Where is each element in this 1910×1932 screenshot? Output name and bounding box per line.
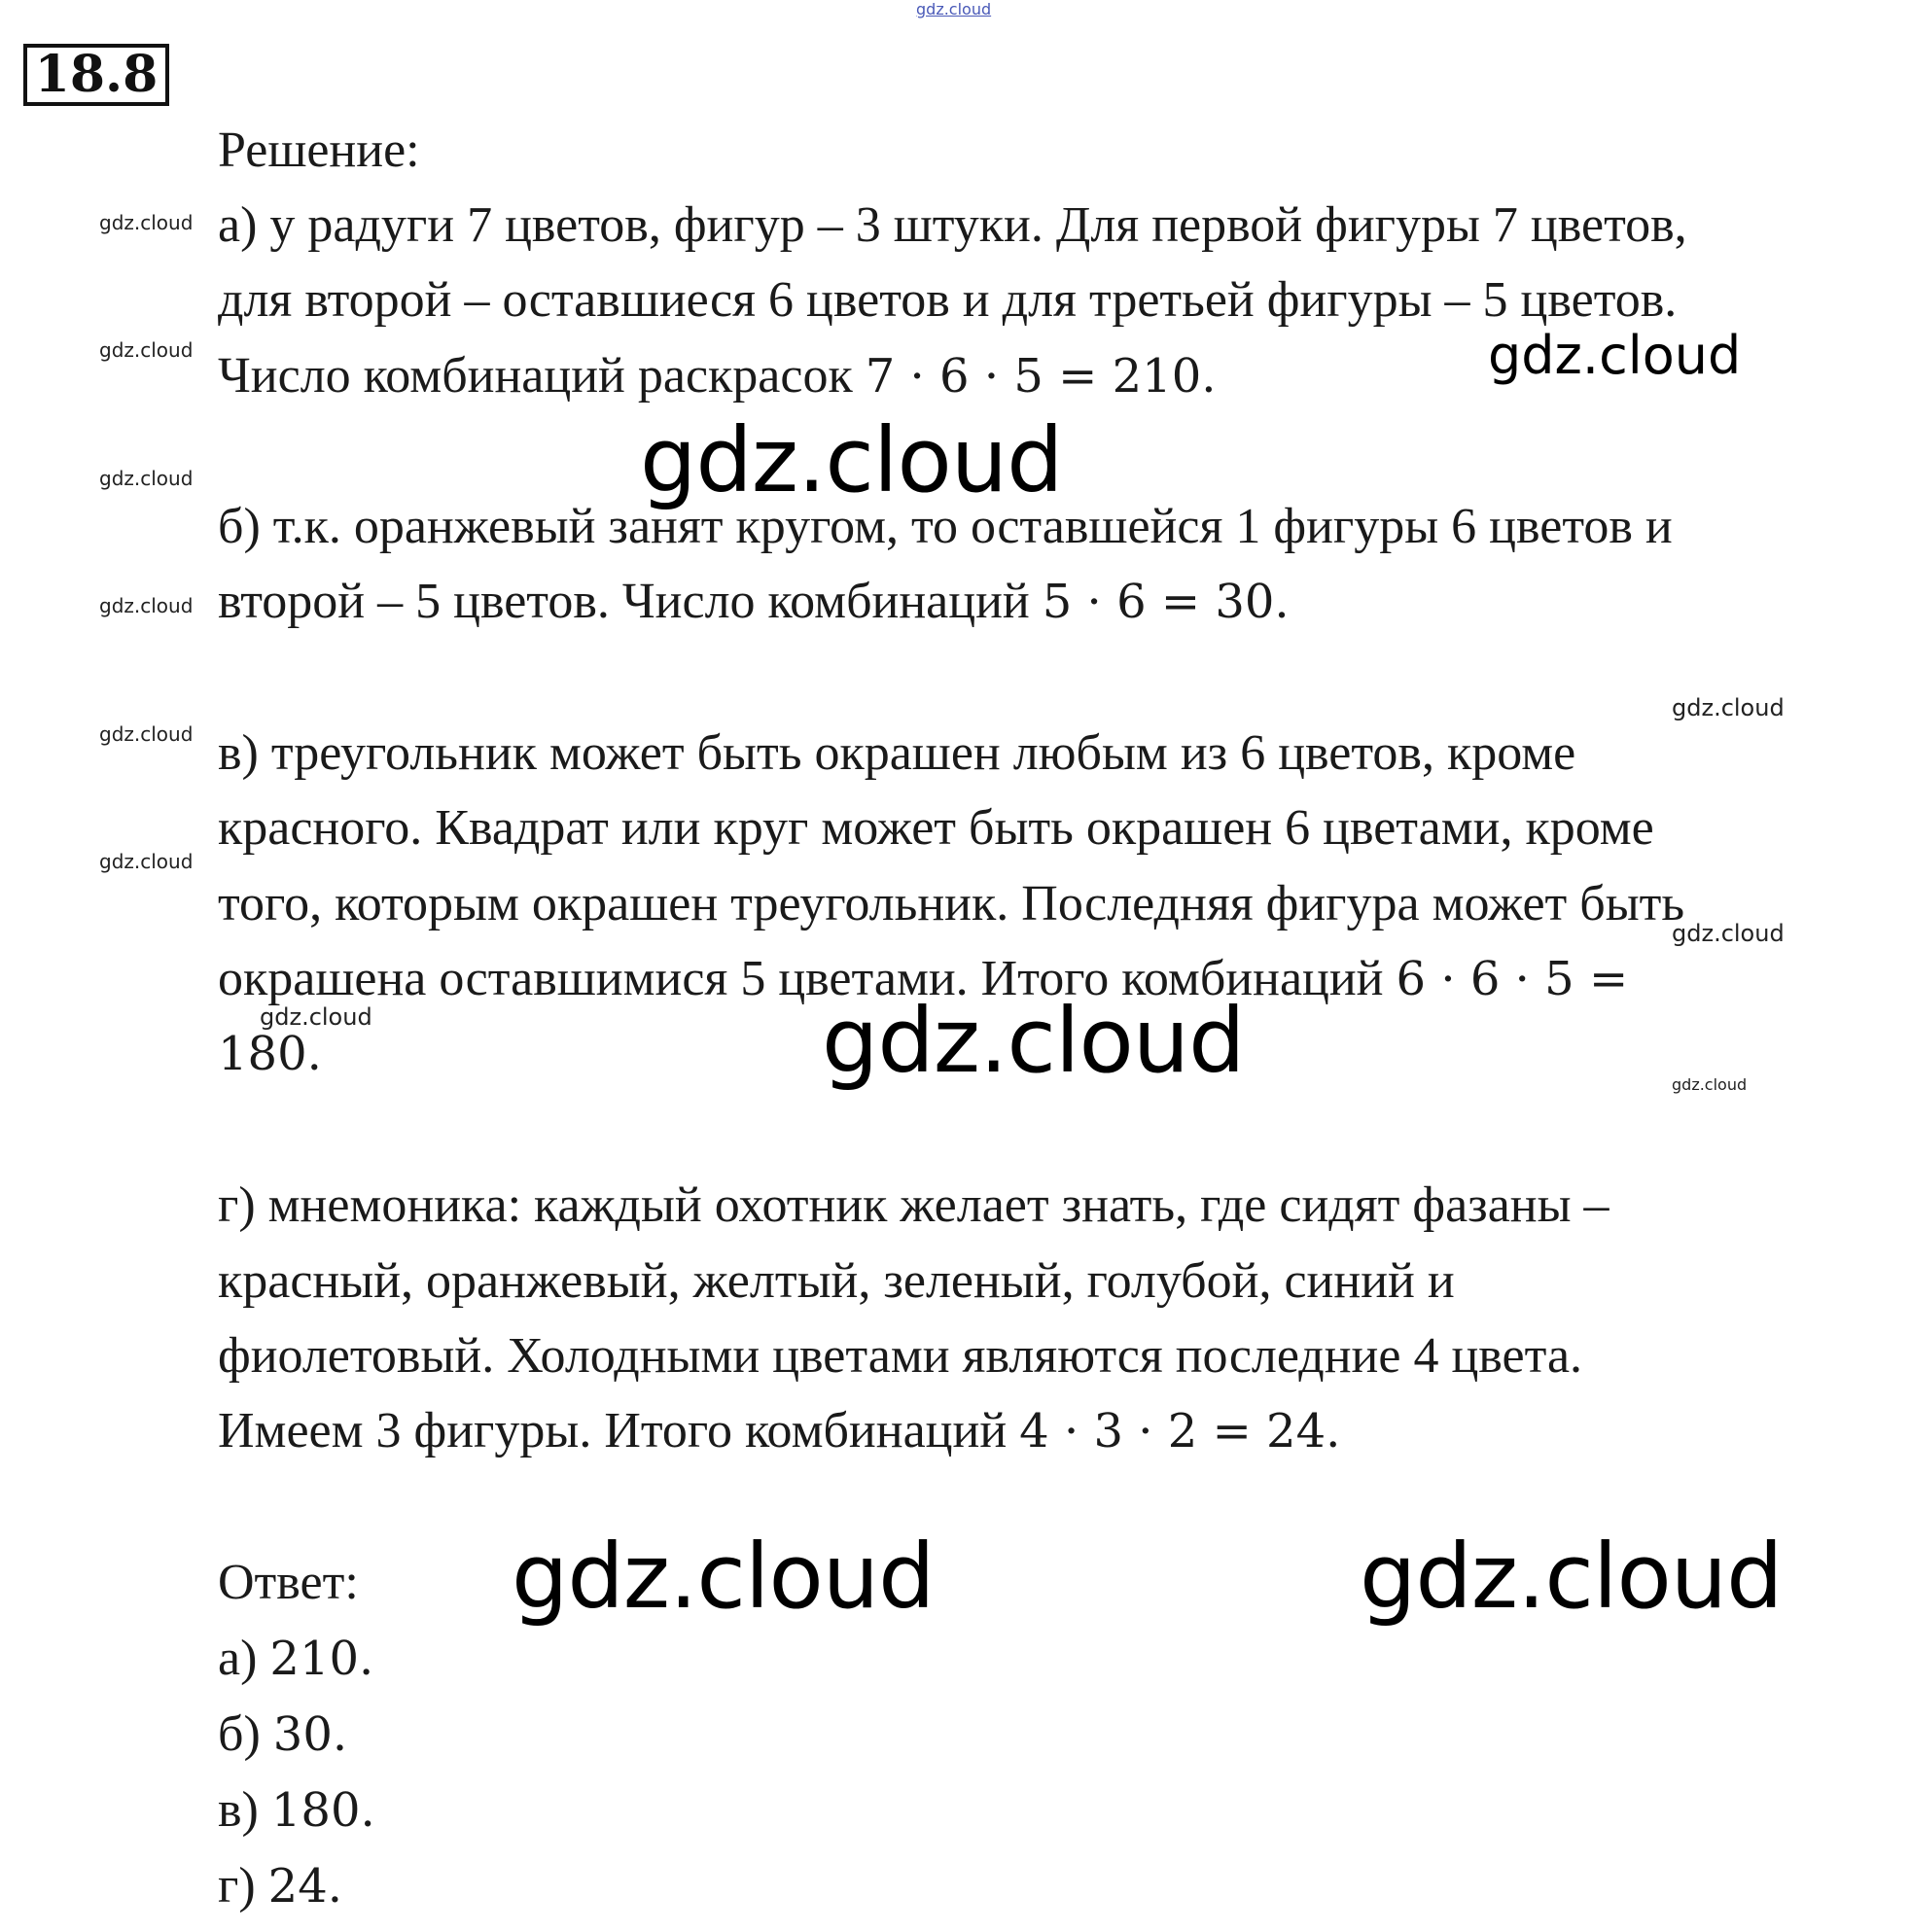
watermark-large: gdz.cloud [512,1525,935,1629]
watermark-large: gdz.cloud [822,989,1245,1093]
part-g-line-4 [218,1402,1340,1460]
answer-item-a [218,1630,373,1688]
answer-item-prefix: б) [218,1706,273,1762]
part-b-line-2 [218,573,1290,631]
answer-item-prefix: г) [218,1858,268,1914]
part-a-line-2: для второй – оставшиеся 6 цветов и для третьей фигуры – 5 цветов. [218,272,1678,328]
watermark-small: gdz.cloud [99,338,194,362]
watermark-small: gdz.cloud [99,467,194,490]
part-a-line-1: а) у радуги 7 цветов, фигур – 3 штуки. Для первой фигуры 7 цветов, [218,197,1687,253]
problem-number-box: 18.8 [23,44,169,106]
part-g-line-3: фиолетовый. Холодными цветами являются последние 4 цвета. [218,1328,1583,1384]
watermark-large: gdz.cloud [1360,1525,1783,1629]
watermark-small: gdz.cloud [260,1003,372,1031]
answer-item-value: 30. [272,1707,348,1762]
watermark-small: gdz.cloud [1672,694,1785,721]
part-v-line-3: того, которым окрашен треугольник. Последняя фигура может быть [218,876,1685,931]
watermark-small: gdz.cloud [99,211,194,234]
answer-item-prefix: а) [218,1631,270,1686]
part-v-line-1: в) треугольник может быть окрашен любым из 6 цветов, кроме [218,725,1576,781]
watermark-small: gdz.cloud [99,594,194,617]
watermark-small: gdz.cloud [1672,920,1785,947]
part-v-formula: 6 · 6 · 5 = [1396,952,1629,1006]
answer-item-value: 210. [269,1632,374,1686]
watermark-small: gdz.cloud [1672,1075,1748,1094]
answer-item-b [218,1705,347,1764]
part-g-line-2: красный, оранжевый, желтый, зеленый, голубой, синий и [218,1253,1455,1309]
part-a-formula: 7 · 6 · 5 = 210. [865,349,1217,404]
part-b-formula: 5 · 6 = 30. [1042,575,1290,629]
answer-item-g [218,1857,342,1915]
watermark-small: gdz.cloud [99,850,194,873]
answer-item-value: 180. [270,1783,375,1838]
answer-item-prefix: в) [218,1782,271,1838]
answer-label: Ответ: [218,1555,359,1610]
part-g-formula: 4 · 3 · 2 = 24. [1019,1404,1341,1458]
watermark-medium: gdz.cloud [1488,325,1742,386]
part-b-line-1: б) т.к. оранжевый занят кругом, то оставшейся 1 фигуры 6 цветов и [218,499,1673,554]
part-v-line-2: красного. Квадрат или круг может быть окрашен 6 цветами, кроме [218,800,1654,856]
part-b-line-2-text: второй – 5 цветов. Число комбинаций [218,574,1043,629]
watermark-small: gdz.cloud [99,722,194,746]
solution-heading: Решение: [218,123,420,178]
part-g-line-4-text: Имеем 3 фигуры. Итого комбинаций [218,1403,1020,1458]
answer-item-v [218,1781,375,1840]
part-a-line-3 [218,347,1217,405]
watermark-top: gdz.cloud [916,0,992,18]
part-v-line-4-text: окрашена оставшимися 5 цветами. Итого комбинаций [218,951,1397,1006]
part-a-line-3-text: Число комбинаций раскрасок [218,348,866,404]
part-v-line-5 [218,1025,322,1083]
watermark-large: gdz.cloud [640,408,1063,512]
part-v-formula-result: 180. [218,1027,322,1081]
part-g-line-1: г) мнемоника: каждый охотник желает знать, где сидят фазаны – [218,1177,1609,1233]
answer-item-value: 24. [267,1859,342,1914]
